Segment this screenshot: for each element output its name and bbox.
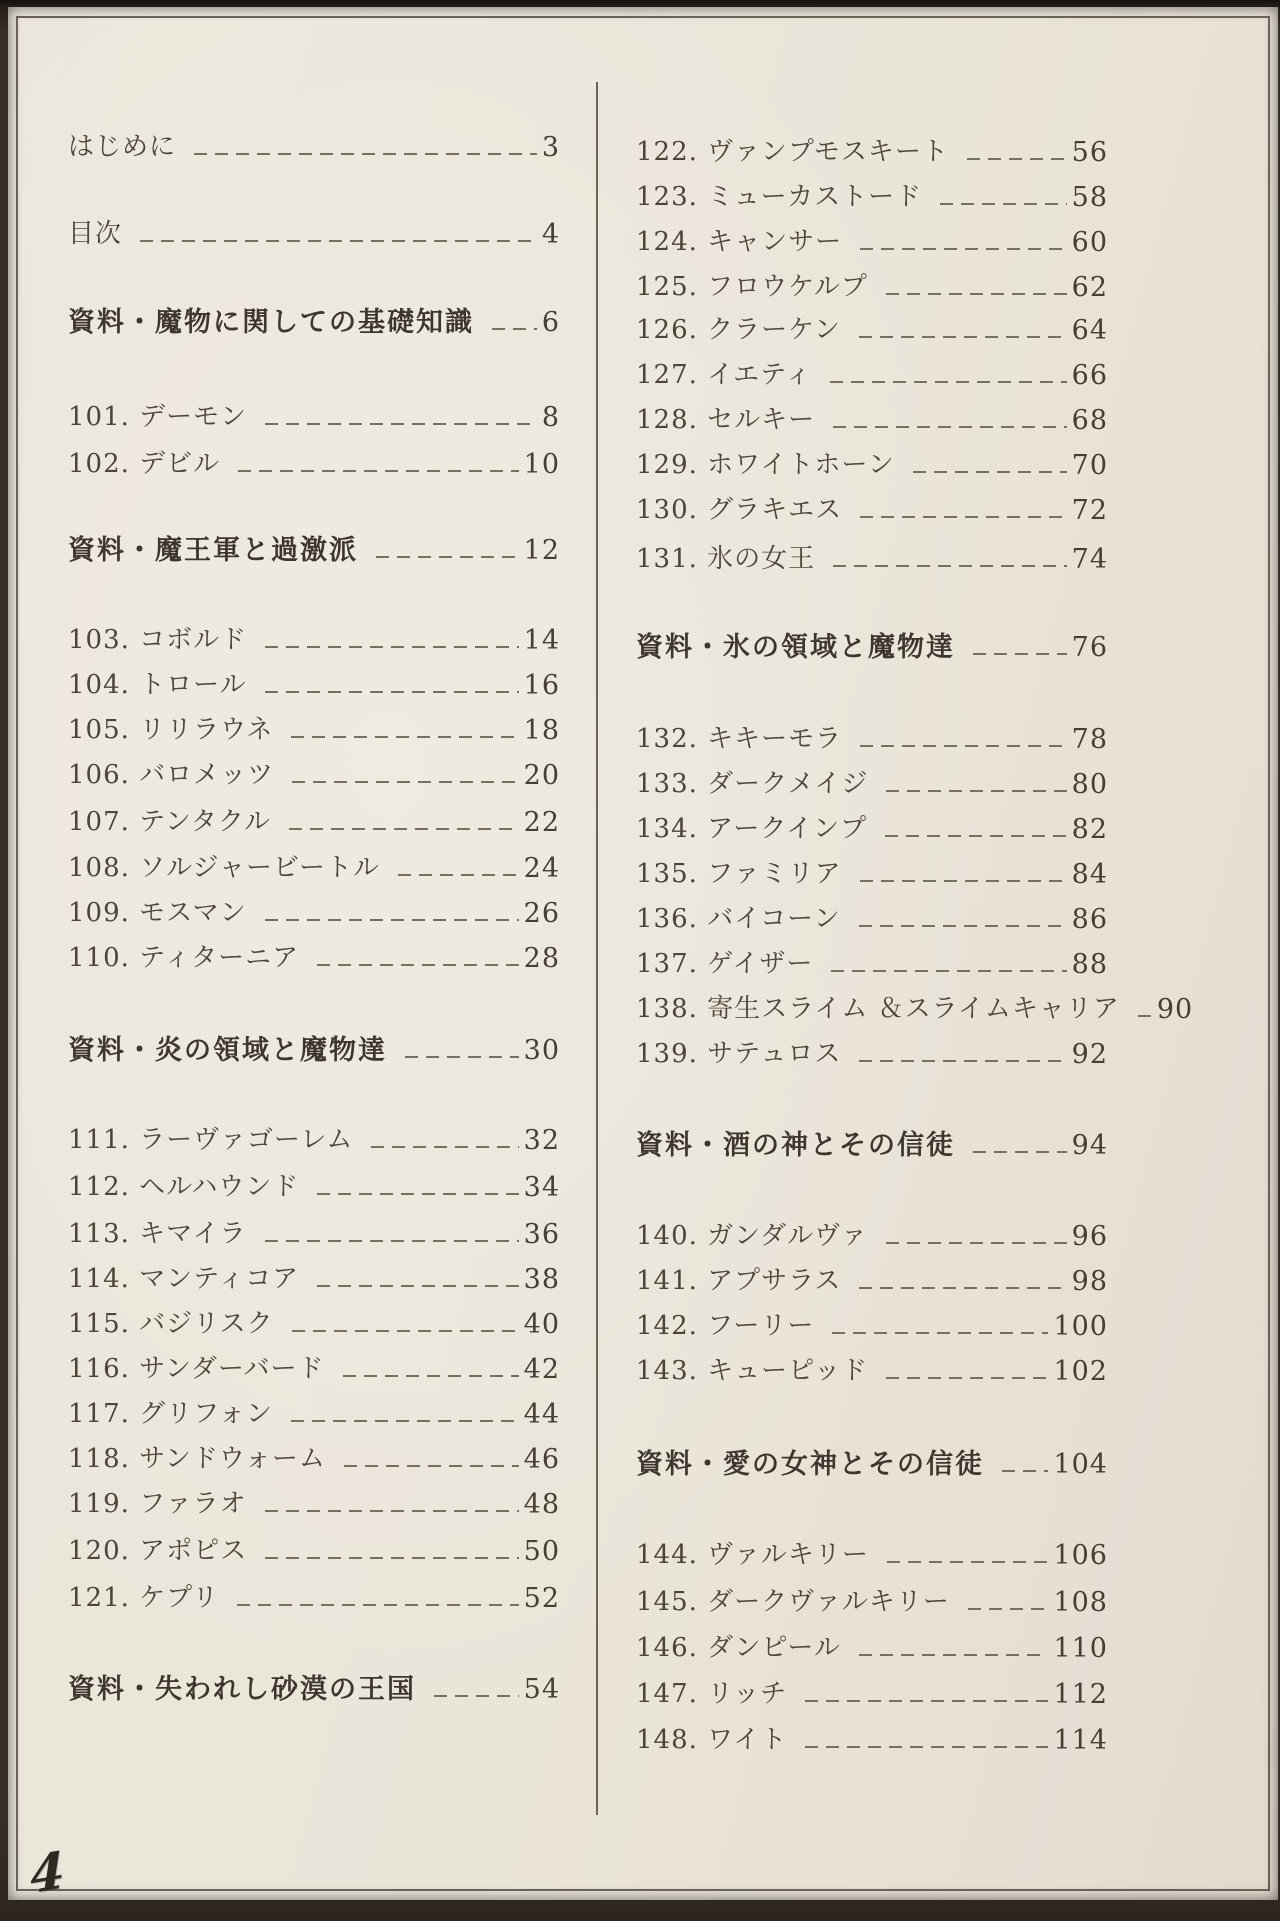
entry-page-number: 54 [523,1673,560,1705]
entry-page-number: 24 [523,852,560,884]
entry-label: 116. サンダーバード [68,1354,325,1384]
entry-label: 資料・炎の領域と魔物達 [68,1034,387,1066]
entry-label: 146. ダンピール [636,1633,841,1663]
toc-column-left [68,7,560,1900]
dash-leader-line [805,1700,1048,1702]
entry-label: 119. ファラオ [68,1489,247,1519]
entry-page-number: 110 [1053,1632,1108,1664]
entry-page-number: 62 [1071,271,1108,303]
entry-label: 108. ソルジャービートル [68,853,380,883]
dash-leader-line [859,1060,1066,1062]
toc-entry [636,716,1108,762]
entry-label: 105. リリラウネ [68,715,274,745]
toc-entry [636,397,1108,443]
toc-entry [68,1211,560,1257]
toc-entry [636,129,1108,175]
entry-label: 103. コボルド [68,625,248,655]
entry-label: 117. グリフォン [68,1399,273,1429]
entry-label: 112. ヘルハウンド [68,1172,300,1202]
toc-section-header [68,527,560,573]
toc-entry [636,442,1108,488]
dash-leader-line [291,1420,519,1422]
dash-leader-line [833,565,1066,567]
dash-leader-line [265,1557,518,1559]
toc-entry [636,806,1108,852]
entry-page-number: 76 [1071,631,1108,663]
dash-leader-line [405,1056,519,1058]
entry-page-number: 14 [523,624,560,656]
toc-entry [636,1348,1108,1394]
toc-entry [636,1258,1108,1304]
dash-leader-line [973,1151,1067,1153]
toc-entry [636,307,1108,353]
toc-entry [68,394,560,440]
dash-leader-line [292,781,518,783]
dash-leader-line [265,1510,519,1512]
toc-entry [68,1256,560,1302]
toc-entry [68,1164,560,1210]
entry-page-number: 44 [523,1398,560,1430]
dash-leader-line [238,470,518,472]
toc-entry [68,1481,560,1527]
dash-leader-line [913,471,1067,473]
entry-page-number: 18 [523,714,560,746]
entry-page-number: 30 [523,1034,560,1066]
entry-label: 目次 [68,219,123,249]
entry-label: 129. ホワイトホーン [636,450,895,480]
entry-label: 資料・氷の領域と魔物達 [636,631,955,663]
dash-leader-line [860,516,1066,518]
toc-entry [636,1532,1108,1578]
toc-entry [68,617,560,663]
toc-entry [636,1625,1108,1671]
entry-page-number: 3 [541,131,560,163]
dash-leader-line [371,1146,518,1148]
toc-entry [68,935,560,981]
entry-label: 139. サテュロス [636,1039,842,1069]
dash-leader-line [886,790,1066,792]
dash-leader-line [1138,1015,1152,1017]
dash-leader-line [887,1561,1049,1563]
entry-page-number: 12 [523,534,560,566]
toc-entry [68,707,560,753]
toc-entry [68,1436,560,1482]
entry-page-number: 90 [1156,993,1194,1025]
dash-leader-line [859,1287,1066,1289]
entry-label: 125. フロウケルプ [636,272,868,302]
toc-entry [68,124,560,170]
entry-page-number: 88 [1071,948,1108,980]
dash-leader-line [492,328,537,330]
handwritten-page-number: 4 [29,1839,66,1906]
toc-entry [68,890,560,936]
entry-label: 121. ケプリ [68,1583,220,1613]
entry-label: 138. 寄生スライム ＆スライムキャリア [636,994,1120,1024]
entry-label: 136. バイコーン [636,904,841,934]
dash-leader-line [805,1746,1048,1748]
entry-label: 102. デビル [68,449,221,479]
entry-page-number: 92 [1071,1038,1108,1070]
entry-page-number: 16 [523,669,560,701]
entry-label: 資料・酒の神とその信徒 [636,1129,955,1161]
entry-label: 118. サンドウォーム [68,1444,326,1474]
toc-entry [68,441,560,487]
dash-leader-line [265,423,537,425]
entry-label: 143. キューピッド [636,1356,869,1386]
entry-page-number: 86 [1071,903,1108,935]
entry-page-number: 114 [1053,1724,1108,1756]
toc-entry [68,1391,560,1437]
dash-leader-line [434,1695,519,1697]
entry-page-number: 8 [541,401,560,433]
toc-entry [68,1301,560,1347]
dash-leader-line [140,240,537,242]
entry-page-number: 10 [523,448,560,480]
toc-entry [636,219,1108,265]
entry-label: 110. ティターニア [68,943,300,973]
toc-section-header [636,1122,1108,1168]
entry-page-number: 48 [523,1488,560,1520]
dash-leader-line [344,1465,519,1467]
entry-label: 123. ミューカストード [636,182,923,212]
entry-label: はじめに [68,132,177,162]
entry-page-number: 96 [1071,1220,1108,1252]
entry-page-number: 64 [1071,314,1108,346]
toc-entry [68,211,560,257]
dash-leader-line [317,1193,518,1195]
entry-page-number: 100 [1053,1310,1108,1342]
entry-page-number: 108 [1053,1586,1108,1618]
entry-page-number: 36 [523,1218,560,1250]
toc-entry [636,896,1108,942]
dash-leader-line [885,835,1067,837]
toc-entry [636,264,1108,310]
entry-page-number: 50 [523,1535,560,1567]
toc-entry [636,174,1108,220]
dash-leader-line [886,1377,1048,1379]
entry-page-number: 46 [523,1443,560,1475]
toc-entry [68,799,560,845]
entry-page-number: 4 [541,218,560,250]
entry-label: 145. ダークヴァルキリー [636,1587,950,1617]
toc-column-right [636,7,1194,1900]
dash-leader-line [289,828,519,830]
entry-label: 101. デーモン [68,402,248,432]
entry-label: 148. ワイト [636,1725,788,1755]
entry-label: 135. ファミリア [636,859,842,889]
entry-label: 資料・魔物に関しての基礎知識 [68,306,474,338]
entry-page-number: 80 [1071,768,1108,800]
entry-page-number: 74 [1071,543,1108,575]
dash-leader-line [265,1240,519,1242]
toc-section-header [636,1441,1108,1487]
toc-entry [68,1117,560,1163]
entry-page-number: 104 [1053,1448,1108,1480]
dash-leader-line [940,203,1067,205]
dash-leader-line [973,653,1067,655]
entry-label: 128. セルキー [636,405,816,435]
dash-leader-line [376,556,519,558]
entry-page-number: 56 [1071,136,1108,168]
entry-label: 132. キキーモラ [636,724,843,754]
toc-section-header [68,1027,560,1073]
dash-leader-line [833,426,1066,428]
toc-entry [636,1303,1108,1349]
entry-label: 134. アークインプ [636,814,868,844]
dash-leader-line [830,381,1067,383]
entry-label: 120. アポピス [68,1536,248,1566]
toc-entry [68,845,560,891]
entry-label: 141. アプサラス [636,1266,842,1296]
toc-entry [636,1031,1108,1077]
entry-page-number: 82 [1071,813,1108,845]
entry-page-number: 52 [523,1582,560,1614]
toc-entry [636,1671,1108,1717]
toc-entry [636,986,1194,1032]
toc-entry [636,1213,1108,1259]
entry-label: 142. フーリー [636,1311,815,1341]
entry-page-number: 98 [1071,1265,1108,1297]
entry-page-number: 28 [523,942,560,974]
entry-label: 122. ヴァンプモスキート [636,137,949,167]
entry-page-number: 94 [1071,1129,1108,1161]
entry-page-number: 60 [1071,226,1108,258]
dash-leader-line [860,880,1067,882]
dash-leader-line [265,919,519,921]
toc-entry [636,536,1108,582]
dash-leader-line [886,1242,1067,1244]
entry-label: 111. ラーヴァゴーレム [68,1125,354,1155]
dash-leader-line [831,970,1066,972]
dash-leader-line [317,964,519,966]
entry-label: 109. モスマン [68,898,247,928]
dash-leader-line [859,336,1067,338]
entry-page-number: 34 [523,1171,560,1203]
entry-label: 147. リッチ [636,1679,788,1709]
toc-entry [636,352,1108,398]
entry-page-number: 102 [1053,1355,1108,1387]
entry-page-number: 22 [523,806,560,838]
entry-label: 資料・愛の女神とその信徒 [636,1448,984,1480]
entry-page-number: 58 [1071,181,1108,213]
dash-leader-line [886,293,1067,295]
entry-page-number: 112 [1053,1678,1108,1710]
entry-label: 114. マンティコア [68,1264,300,1294]
entry-page-number: 38 [523,1263,560,1295]
toc-entry [68,752,560,798]
dash-leader-line [832,1332,1048,1334]
entry-label: 104. トロール [68,670,247,700]
entry-page-number: 84 [1071,858,1108,890]
entry-label: 131. 氷の女王 [636,544,816,574]
entry-label: 127. イエティ [636,360,813,390]
dash-leader-line [265,691,519,693]
entry-label: 140. ガンダルヴァ [636,1221,868,1251]
dash-leader-line [859,1654,1049,1656]
dash-leader-line [237,1604,519,1606]
entry-page-number: 26 [523,897,560,929]
entry-page-number: 70 [1071,449,1108,481]
entry-page-number: 78 [1071,723,1108,755]
dash-leader-line [860,248,1066,250]
entry-label: 124. キャンサー [636,227,843,257]
toc-entry [636,1717,1108,1763]
entry-page-number: 68 [1071,404,1108,436]
toc-entry [68,1575,560,1621]
toc-entry [636,1579,1108,1625]
entry-page-number: 106 [1053,1539,1108,1571]
toc-entry [68,1528,560,1574]
toc-section-header [68,1666,560,1712]
toc-entry [68,662,560,708]
entry-page-number: 20 [523,759,560,791]
entry-label: 106. バロメッツ [68,760,275,790]
dash-leader-line [967,158,1067,160]
entry-label: 113. キマイラ [68,1219,247,1249]
toc-entry [68,1346,560,1392]
dash-leader-line [1002,1470,1048,1472]
toc-section-header [636,624,1108,670]
dash-leader-line [194,153,537,155]
entry-page-number: 40 [523,1308,560,1340]
entry-label: 126. クラーケン [636,315,841,345]
entry-page-number: 42 [523,1353,560,1385]
column-divider-line [596,82,598,1815]
toc-entry [636,487,1108,533]
dash-leader-line [968,1608,1049,1610]
dash-leader-line [291,736,518,738]
entry-label: 133. ダークメイジ [636,769,869,799]
entry-label: 107. テンタクル [68,807,272,837]
entry-page-number: 6 [541,306,560,338]
toc-entry [636,941,1108,987]
toc-entry [636,761,1108,807]
entry-label: 130. グラキエス [636,495,843,525]
entry-page-number: 72 [1071,494,1108,526]
entry-label: 137. ゲイザー [636,949,814,979]
entry-label: 資料・失われし砂漠の王国 [68,1673,416,1705]
toc-section-header [68,299,560,345]
dash-leader-line [292,1330,519,1332]
entry-page-number: 32 [523,1124,560,1156]
toc-page [8,7,1278,1906]
dash-leader-line [860,745,1066,747]
entry-page-number: 66 [1071,359,1108,391]
entry-label: 144. ヴァルキリー [636,1540,869,1570]
dash-leader-line [398,874,519,876]
toc-entry [636,851,1108,897]
entry-label: 資料・魔王軍と過激派 [68,534,358,566]
dash-leader-line [317,1285,519,1287]
dash-leader-line [343,1375,519,1377]
entry-label: 115. バジリスク [68,1309,274,1339]
dash-leader-line [265,646,518,648]
dash-leader-line [859,925,1067,927]
